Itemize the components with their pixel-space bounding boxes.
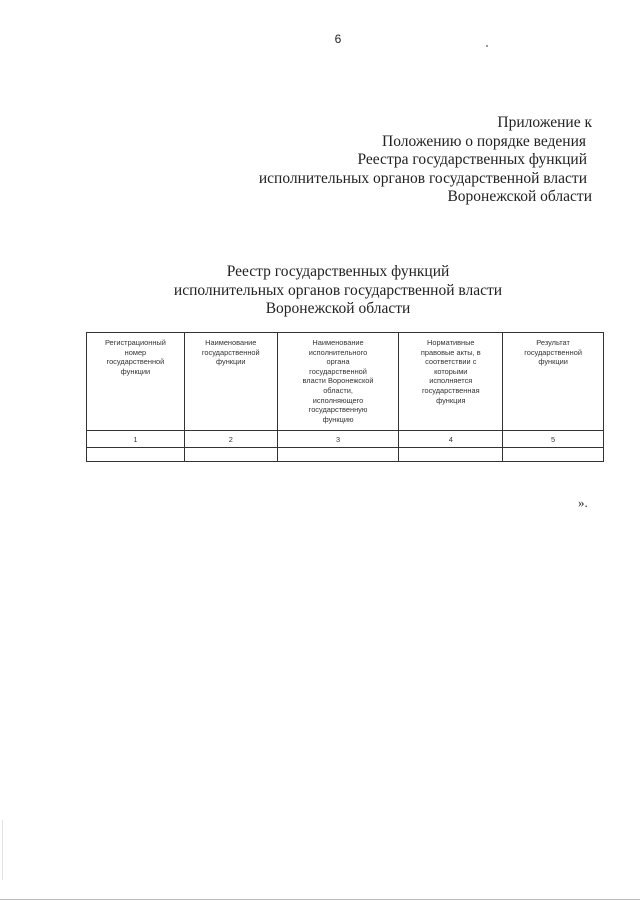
registry-empty-row: [87, 448, 604, 462]
column-number-cell: 5: [503, 431, 604, 448]
registry-header-row: [87, 333, 604, 431]
header-cell-registration-number: [87, 333, 185, 431]
scan-artifact-bottom-edge: [0, 899, 640, 900]
header-text: государственной: [106, 357, 165, 367]
header-text: государственной: [201, 347, 260, 357]
header-text: функции: [538, 357, 568, 367]
header-text: правовые акты, в: [420, 347, 481, 357]
header-text: функция: [436, 395, 466, 405]
appendix-line: исполнительных органов государственной власти: [258, 169, 587, 187]
header-text: функции: [120, 366, 151, 376]
empty-cell: [184, 448, 277, 462]
registry-table: [86, 332, 604, 462]
empty-cell: [87, 448, 185, 462]
column-number-cell: 2: [184, 431, 277, 448]
header-cell-result: [503, 333, 604, 431]
registry-title-line: исполнительных органов государственной власти: [173, 281, 503, 299]
header-text: Результат: [536, 338, 570, 347]
header-text: государственную: [308, 405, 368, 415]
header-text: государственной: [309, 366, 367, 376]
header-text: области,: [323, 385, 353, 395]
header-text: Наименование: [205, 338, 257, 347]
registry-title-line: Воронежской области: [265, 300, 411, 317]
header-text: номер: [124, 347, 147, 357]
header-text: которыми: [434, 366, 468, 376]
header-text: органа: [326, 357, 350, 367]
header-text: Регистрационный: [104, 338, 166, 347]
column-number-cell: 4: [399, 431, 503, 448]
scan-artifact-left-edge: [2, 820, 3, 880]
header-text: исполняющего: [312, 395, 364, 405]
appendix-header: [259, 114, 592, 207]
header-text: власти Воронежской: [302, 376, 374, 386]
registry-title-line: Реестр государственных функций: [226, 263, 450, 280]
header-text: функции: [216, 357, 246, 367]
header-text: государственной: [524, 347, 582, 357]
header-text: государственная: [421, 385, 480, 395]
header-text: функцию: [322, 414, 354, 424]
registry-number-row: [87, 431, 604, 448]
closing-quote: ».: [578, 495, 588, 510]
empty-cell: [503, 448, 604, 462]
page-number: 6: [334, 32, 342, 46]
header-text: Наименование: [312, 338, 364, 347]
empty-cell: [399, 448, 503, 462]
appendix-line: Воронежской области: [447, 188, 592, 205]
empty-cell: [277, 448, 399, 462]
header-cell-function-name: [184, 333, 277, 431]
header-text: соответствии с: [425, 357, 477, 367]
appendix-line: Реестра государственных функций: [357, 151, 587, 168]
registry-title: [0, 263, 640, 319]
header-cell-authority-name: [277, 333, 399, 431]
appendix-line: Положению о порядке ведения: [382, 132, 586, 150]
header-text: Нормативные: [427, 338, 475, 347]
appendix-line: Приложение к: [497, 114, 592, 131]
column-number-cell: 1: [87, 431, 185, 448]
column-number-cell: 3: [277, 431, 399, 448]
header-text: исполняется: [429, 376, 473, 386]
header-text: исполнительного: [308, 347, 368, 357]
header-cell-legal-acts: [399, 333, 503, 431]
